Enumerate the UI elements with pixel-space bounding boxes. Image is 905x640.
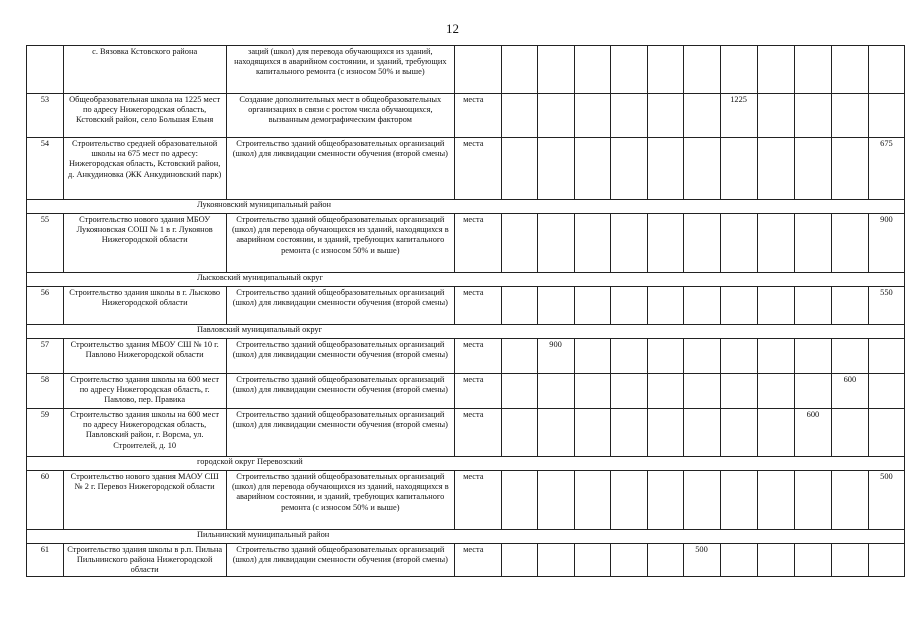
row-number-cell: 56 (27, 287, 64, 325)
object-name-cell: Строительство здания школы на 600 мест по адресу Нижегородская область, г. Павлово, пер. Правика (63, 374, 226, 409)
value-cell (648, 471, 683, 530)
section-row (27, 325, 905, 339)
unit-cell: места (455, 138, 502, 200)
purpose-cell: Строительство зданий общеобразовательных организаций (школ) для ликвидации сменности обучения (второй смены) (226, 409, 455, 457)
table-row (27, 138, 905, 200)
program-table (26, 45, 905, 577)
value-cell (757, 287, 794, 325)
value-cell (574, 374, 610, 409)
value-cell (720, 46, 757, 94)
table-row (27, 287, 905, 325)
value-cell (794, 544, 831, 577)
unit-cell (455, 46, 502, 94)
value-cell (868, 374, 904, 409)
value-cell (720, 544, 757, 577)
row-number-cell: 61 (27, 544, 64, 577)
object-name-cell: Строительство здания МБОУ СШ № 10 г. Павлово Нижегородской области (63, 339, 226, 374)
purpose-cell: Строительство зданий общеобразовательных организаций (школ) для ликвидации сменности обучения (второй смены) (226, 544, 455, 577)
value-cell (537, 374, 574, 409)
value-cell (537, 409, 574, 457)
section-cell (27, 457, 905, 471)
value-cell (720, 339, 757, 374)
value-cell (537, 287, 574, 325)
value-cell (648, 287, 683, 325)
value-cell (868, 46, 904, 94)
purpose-cell: Создание дополнительных мест в общеобразовательных организациях в связи с ростом числа обучающихся, вызванным демографическим фактором (226, 94, 455, 138)
row-number-cell: 54 (27, 138, 64, 200)
unit-cell: места (455, 471, 502, 530)
value-cell (794, 339, 831, 374)
value-cell (757, 94, 794, 138)
object-name-cell: Строительство нового здания МАОУ СШ № 2 г. Перевоз Нижегородской области (63, 471, 226, 530)
value-cell: 500 (868, 471, 904, 530)
section-cell (27, 200, 905, 214)
value-cell (831, 471, 868, 530)
object-name-cell: Строительство здания школы на 600 мест по адресу Нижегородская область, Павловский район, г. Ворсма, ул. Строителей, д. 10 (63, 409, 226, 457)
value-cell (648, 138, 683, 200)
value-cell (794, 46, 831, 94)
purpose-cell: Строительство зданий общеобразовательных организаций (школ) для перевода обучающихся из зданий, находящихся в аварийном состоянии, и зданий, требующих капитального ремонта (с износом 50% и выше) (226, 214, 455, 273)
purpose-cell: заций (школ) для перевода обучающихся из зданий, находящихся в аварийном состоянии, и зданий, требующих капитального ремонта (с износом 50% и выше) (226, 46, 455, 94)
value-cell (757, 374, 794, 409)
value-cell (757, 471, 794, 530)
unit-cell: места (455, 374, 502, 409)
value-cell (610, 374, 647, 409)
value-cell (720, 409, 757, 457)
row-number-cell: 55 (27, 214, 64, 273)
value-cell (610, 46, 647, 94)
value-cell (648, 94, 683, 138)
value-cell (683, 138, 720, 200)
table-row (27, 374, 905, 409)
row-number-cell: 59 (27, 409, 64, 457)
value-cell (610, 214, 647, 273)
value-cell: 675 (868, 138, 904, 200)
object-name-cell: Общеобразовательная школа на 1225 мест по адресу Нижегородская область, Кстовский район, село Большая Ельня (63, 94, 226, 138)
value-cell (720, 471, 757, 530)
section-row (27, 530, 905, 544)
value-cell (757, 339, 794, 374)
value-cell (720, 138, 757, 200)
value-cell (831, 46, 868, 94)
value-cell (502, 374, 537, 409)
value-cell (757, 138, 794, 200)
section-title: Пильнинский муниципальный район (197, 530, 330, 539)
section-title: Лукояновский муниципальный район (197, 200, 332, 209)
unit-cell: места (455, 287, 502, 325)
value-cell: 900 (537, 339, 574, 374)
value-cell (574, 339, 610, 374)
purpose-cell: Строительство зданий общеобразовательных организаций (школ) для ликвидации сменности обучения (второй смены) (226, 287, 455, 325)
value-cell (574, 94, 610, 138)
row-number-cell (27, 46, 64, 94)
value-cell (502, 544, 537, 577)
value-cell: 550 (868, 287, 904, 325)
value-cell (537, 214, 574, 273)
value-cell (537, 544, 574, 577)
row-number-cell: 57 (27, 339, 64, 374)
value-cell (757, 409, 794, 457)
unit-cell: места (455, 214, 502, 273)
value-cell (868, 94, 904, 138)
value-cell (720, 374, 757, 409)
unit-cell: места (455, 544, 502, 577)
value-cell (683, 287, 720, 325)
purpose-cell: Строительство зданий общеобразовательных организаций (школ) для ликвидации сменности обучения (второй смены) (226, 138, 455, 200)
value-cell (683, 409, 720, 457)
value-cell (502, 46, 537, 94)
value-cell (831, 138, 868, 200)
value-cell (683, 214, 720, 273)
table-row (27, 544, 905, 577)
section-row (27, 273, 905, 287)
value-cell (794, 214, 831, 273)
value-cell (648, 409, 683, 457)
unit-cell: места (455, 409, 502, 457)
value-cell (757, 46, 794, 94)
section-title: городской округ Перевозский (197, 457, 303, 466)
purpose-cell: Строительство зданий общеобразовательных организаций (школ) для перевода обучающихся из зданий, находящихся в аварийном состоянии, и зданий, требующих капитального ремонта (с износом 50% и выше) (226, 471, 455, 530)
table-row (27, 94, 905, 138)
unit-cell: места (455, 94, 502, 138)
section-title: Лысковский муниципальный округ (197, 273, 323, 282)
value-cell (831, 409, 868, 457)
value-cell: 900 (868, 214, 904, 273)
value-cell (502, 94, 537, 138)
value-cell (537, 46, 574, 94)
value-cell (537, 471, 574, 530)
object-name-cell: Строительство здания школы в р.п. Пильна Пильнинского района Нижегородской области (63, 544, 226, 577)
value-cell (502, 471, 537, 530)
section-cell (27, 325, 905, 339)
value-cell: 600 (831, 374, 868, 409)
value-cell (537, 94, 574, 138)
value-cell (574, 471, 610, 530)
value-cell (502, 339, 537, 374)
section-cell (27, 273, 905, 287)
value-cell (831, 339, 868, 374)
value-cell (610, 339, 647, 374)
value-cell (868, 544, 904, 577)
value-cell (610, 287, 647, 325)
value-cell (794, 94, 831, 138)
value-cell (868, 409, 904, 457)
page-number: 12 (446, 21, 459, 36)
value-cell: 1225 (720, 94, 757, 138)
unit-cell: места (455, 339, 502, 374)
table-row (27, 339, 905, 374)
value-cell (574, 46, 610, 94)
purpose-cell: Строительство зданий общеобразовательных организаций (школ) для ликвидации сменности обучения (второй смены) (226, 339, 455, 374)
value-cell (831, 544, 868, 577)
value-cell (648, 46, 683, 94)
value-cell (648, 214, 683, 273)
value-cell (831, 94, 868, 138)
value-cell (610, 138, 647, 200)
object-name-cell: с. Вязовка Кстовского района (63, 46, 226, 94)
value-cell (610, 471, 647, 530)
value-cell (610, 409, 647, 457)
value-cell (868, 339, 904, 374)
section-row (27, 200, 905, 214)
purpose-cell: Строительство зданий общеобразовательных организаций (школ) для ликвидации сменности обучения (второй смены) (226, 374, 455, 409)
section-title: Павловский муниципальный округ (197, 325, 323, 334)
value-cell (794, 287, 831, 325)
value-cell (648, 339, 683, 374)
value-cell (683, 46, 720, 94)
value-cell (720, 214, 757, 273)
value-cell (794, 471, 831, 530)
row-number-cell: 53 (27, 94, 64, 138)
table-row (27, 409, 905, 457)
object-name-cell: Строительство нового здания МБОУ Лукояновская СОШ № 1 в г. Лукоянов Нижегородской области (63, 214, 226, 273)
value-cell (794, 374, 831, 409)
value-cell (683, 471, 720, 530)
table-row (27, 46, 905, 94)
table-row (27, 214, 905, 273)
value-cell (683, 339, 720, 374)
section-cell (27, 530, 905, 544)
value-cell (831, 214, 868, 273)
value-cell: 600 (794, 409, 831, 457)
row-number-cell: 60 (27, 471, 64, 530)
value-cell (502, 409, 537, 457)
value-cell (537, 138, 574, 200)
object-name-cell: Строительство средней образовательной школы на 675 мест по адресу: Нижегородская область, Кстовский район, д. Анкудиновка (ЖК Анкудиновский парк) (63, 138, 226, 200)
value-cell (683, 94, 720, 138)
row-number-cell: 58 (27, 374, 64, 409)
value-cell (757, 214, 794, 273)
table-row (27, 471, 905, 530)
value-cell (794, 138, 831, 200)
value-cell (648, 374, 683, 409)
value-cell (574, 544, 610, 577)
value-cell (502, 138, 537, 200)
value-cell (574, 287, 610, 325)
value-cell (610, 544, 647, 577)
value-cell: 500 (683, 544, 720, 577)
value-cell (610, 94, 647, 138)
value-cell (831, 287, 868, 325)
value-cell (683, 374, 720, 409)
value-cell (574, 409, 610, 457)
value-cell (574, 214, 610, 273)
value-cell (502, 287, 537, 325)
section-row (27, 457, 905, 471)
value-cell (648, 544, 683, 577)
object-name-cell: Строительство здания школы в г. Лысково Нижегородской области (63, 287, 226, 325)
value-cell (757, 544, 794, 577)
value-cell (502, 214, 537, 273)
value-cell (574, 138, 610, 200)
value-cell (720, 287, 757, 325)
